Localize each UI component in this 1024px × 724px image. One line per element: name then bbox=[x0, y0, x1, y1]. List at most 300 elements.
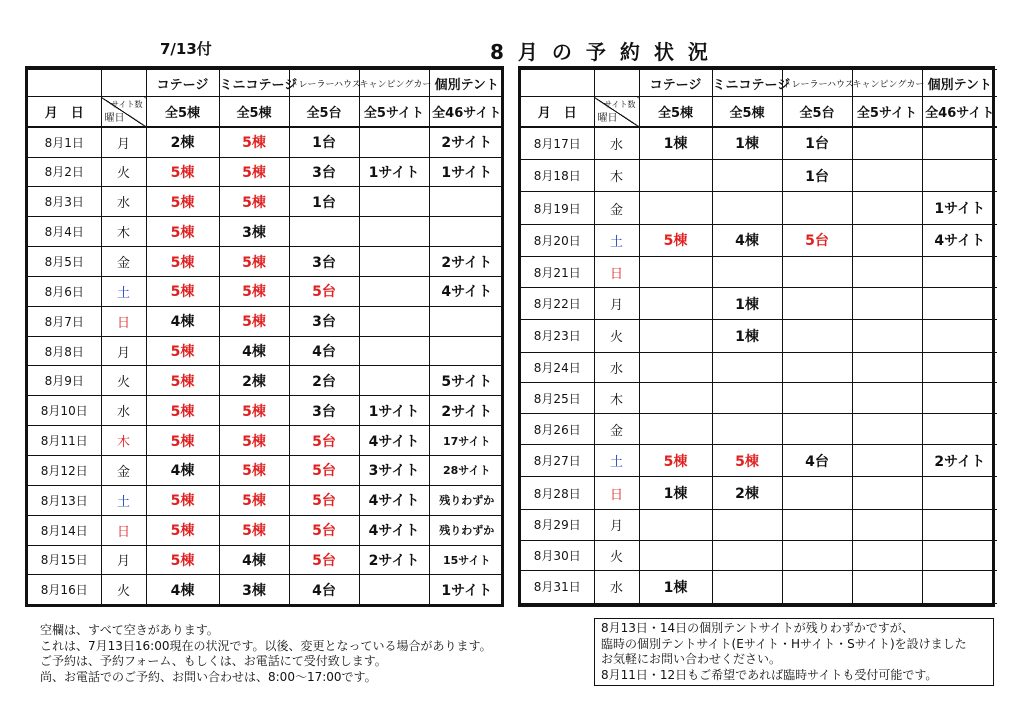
day-row bbox=[521, 127, 997, 160]
availability-cell-trailer-house: 1台 bbox=[289, 127, 359, 158]
date-cell: 8月22日 bbox=[521, 287, 594, 319]
weekday-cell: 土 bbox=[594, 224, 639, 256]
capacity-mini-cottage: 全5棟 bbox=[219, 97, 289, 127]
availability-cell-tent bbox=[922, 257, 997, 288]
date-cell: 8月28日 bbox=[521, 477, 594, 509]
date-cell: 8月23日 bbox=[521, 320, 594, 352]
availability-cell-camping-car bbox=[852, 414, 922, 445]
availability-cell-trailer-house: 3台 bbox=[289, 306, 359, 336]
availability-cell-cottage bbox=[639, 287, 712, 319]
availability-cell-cottage bbox=[639, 352, 712, 383]
availability-cell-trailer-house bbox=[782, 287, 852, 319]
date-cell: 8月15日 bbox=[28, 545, 101, 575]
availability-cell-mini-cottage: 4棟 bbox=[219, 336, 289, 366]
date-cell: 8月4日 bbox=[28, 217, 101, 247]
day-row bbox=[521, 540, 997, 571]
weekday-cell: 日 bbox=[594, 477, 639, 509]
capacity-trailer-house: 全5台 bbox=[782, 97, 852, 127]
day-row bbox=[521, 352, 997, 383]
weekday-cell: 水 bbox=[101, 396, 146, 426]
availability-cell-tent bbox=[922, 287, 997, 319]
date-cell: 8月10日 bbox=[28, 396, 101, 426]
availability-cell-cottage: 5棟 bbox=[146, 515, 219, 545]
day-row bbox=[521, 414, 997, 445]
availability-cell-mini-cottage bbox=[712, 414, 782, 445]
availability-cell-cottage: 4棟 bbox=[146, 455, 219, 485]
date-cell: 8月3日 bbox=[28, 187, 101, 217]
weekday-cell: 木 bbox=[594, 383, 639, 414]
day-row bbox=[28, 217, 504, 247]
weekday-label: 曜日 bbox=[104, 112, 125, 124]
day-row bbox=[28, 545, 504, 575]
date-stamp: 7/13付 bbox=[160, 40, 212, 58]
availability-cell-tent bbox=[429, 187, 504, 217]
availability-cell-cottage: 5棟 bbox=[146, 396, 219, 426]
date-cell: 8月12日 bbox=[28, 455, 101, 485]
capacity-tent: 全46サイト bbox=[429, 97, 504, 127]
availability-cell-mini-cottage: 5棟 bbox=[712, 445, 782, 477]
availability-cell-trailer-house: 3台 bbox=[289, 247, 359, 277]
availability-cell-camping-car bbox=[359, 366, 429, 396]
date-cell: 8月16日 bbox=[28, 575, 101, 604]
day-row bbox=[28, 127, 504, 158]
day-row bbox=[521, 445, 997, 477]
availability-cell-tent bbox=[922, 571, 997, 603]
availability-cell-tent bbox=[922, 603, 997, 604]
availability-cell-cottage: 2棟 bbox=[146, 127, 219, 158]
availability-cell-mini-cottage: 5棟 bbox=[219, 426, 289, 456]
availability-cell-tent bbox=[429, 336, 504, 366]
date-cell: 8月20日 bbox=[521, 224, 594, 256]
availability-cell-tent: 1サイト bbox=[922, 192, 997, 224]
column-header-mini-cottage: ミニコテージ bbox=[219, 70, 289, 97]
availability-cell-camping-car bbox=[852, 571, 922, 603]
availability-cell-trailer-house: 5台 bbox=[289, 515, 359, 545]
date-cell: 8月26日 bbox=[521, 414, 594, 445]
availability-cell-camping-car: 4サイト bbox=[359, 485, 429, 515]
day-row bbox=[28, 515, 504, 545]
availability-cell-trailer-house bbox=[782, 540, 852, 571]
availability-cell-trailer-house: 4台 bbox=[782, 445, 852, 477]
day-row bbox=[521, 287, 997, 319]
availability-cell-cottage: 5棟 bbox=[146, 187, 219, 217]
availability-cell-camping-car bbox=[852, 445, 922, 477]
availability-cell-mini-cottage: 1棟 bbox=[712, 287, 782, 319]
availability-cell-trailer-house: 1台 bbox=[782, 160, 852, 192]
day-row bbox=[28, 336, 504, 366]
availability-cell-camping-car: 4サイト bbox=[359, 515, 429, 545]
availability-cell-trailer-house: 4台 bbox=[289, 575, 359, 604]
weekday-cell bbox=[594, 603, 639, 604]
availability-cell-trailer-house bbox=[782, 383, 852, 414]
date-cell: 8月6日 bbox=[28, 276, 101, 306]
weekday-cell: 金 bbox=[594, 414, 639, 445]
availability-cell-tent: 28サイト bbox=[429, 455, 504, 485]
day-row bbox=[521, 383, 997, 414]
availability-cell-camping-car bbox=[852, 603, 922, 604]
reservation-table-left bbox=[25, 66, 504, 607]
availability-cell-cottage bbox=[639, 540, 712, 571]
availability-cell-trailer-house bbox=[782, 352, 852, 383]
availability-cell-cottage: 5棟 bbox=[639, 224, 712, 256]
availability-cell-camping-car bbox=[852, 540, 922, 571]
weekday-cell: 火 bbox=[594, 540, 639, 571]
availability-cell-cottage bbox=[639, 160, 712, 192]
weekday-cell: 火 bbox=[101, 575, 146, 604]
day-row bbox=[521, 257, 997, 288]
weekday-cell: 水 bbox=[101, 187, 146, 217]
page-title: 8月の予約状況 bbox=[490, 40, 722, 64]
availability-cell-trailer-house bbox=[782, 257, 852, 288]
capacity-cottage: 全5棟 bbox=[639, 97, 712, 127]
column-header-cottage: コテージ bbox=[146, 70, 219, 97]
availability-cell-mini-cottage bbox=[712, 540, 782, 571]
availability-cell-mini-cottage: 5棟 bbox=[219, 127, 289, 158]
availability-cell-camping-car bbox=[852, 320, 922, 352]
availability-cell-trailer-house: 1台 bbox=[289, 187, 359, 217]
availability-cell-mini-cottage bbox=[712, 571, 782, 603]
availability-cell-camping-car bbox=[852, 257, 922, 288]
note-line: これは、7月13日16:00現在の状況です。以後、変更となっている場合があります。 bbox=[40, 638, 492, 653]
availability-cell-camping-car bbox=[359, 187, 429, 217]
availability-cell-mini-cottage: 3棟 bbox=[219, 217, 289, 247]
date-cell: 8月7日 bbox=[28, 306, 101, 336]
availability-cell-camping-car bbox=[852, 287, 922, 319]
date-cell: 8月14日 bbox=[28, 515, 101, 545]
date-cell: 8月24日 bbox=[521, 352, 594, 383]
availability-cell-mini-cottage bbox=[712, 603, 782, 604]
availability-cell-trailer-house bbox=[782, 414, 852, 445]
availability-cell-tent: 1サイト bbox=[429, 575, 504, 604]
weekday-cell: 月 bbox=[594, 287, 639, 319]
availability-cell-cottage: 5棟 bbox=[146, 247, 219, 277]
day-row bbox=[28, 276, 504, 306]
day-row bbox=[28, 426, 504, 456]
availability-cell-trailer-house bbox=[782, 192, 852, 224]
weekday-cell: 日 bbox=[101, 515, 146, 545]
day-row bbox=[521, 571, 997, 603]
availability-cell-trailer-house: 4台 bbox=[289, 336, 359, 366]
availability-cell-cottage bbox=[639, 414, 712, 445]
availability-cell-cottage bbox=[639, 603, 712, 604]
availability-cell-cottage bbox=[639, 257, 712, 288]
availability-cell-cottage bbox=[639, 192, 712, 224]
availability-cell-trailer-house bbox=[289, 217, 359, 247]
availability-cell-tent bbox=[922, 414, 997, 445]
weekday-cell: 金 bbox=[101, 247, 146, 277]
availability-cell-mini-cottage bbox=[712, 192, 782, 224]
date-cell: 8月25日 bbox=[521, 383, 594, 414]
availability-cell-cottage bbox=[639, 509, 712, 540]
day-row bbox=[28, 187, 504, 217]
availability-cell-tent bbox=[922, 477, 997, 509]
date-cell: 8月8日 bbox=[28, 336, 101, 366]
availability-cell-mini-cottage bbox=[712, 383, 782, 414]
availability-cell-mini-cottage: 5棟 bbox=[219, 455, 289, 485]
availability-cell-tent bbox=[922, 160, 997, 192]
date-cell: 8月29日 bbox=[521, 509, 594, 540]
date-cell: 8月2日 bbox=[28, 157, 101, 187]
site-weekday-header bbox=[594, 97, 639, 127]
availability-cell-cottage: 5棟 bbox=[146, 426, 219, 456]
capacity-trailer-house: 全5台 bbox=[289, 97, 359, 127]
availability-cell-mini-cottage bbox=[712, 257, 782, 288]
availability-cell-trailer-house: 5台 bbox=[782, 224, 852, 256]
availability-cell-mini-cottage: 2棟 bbox=[219, 366, 289, 396]
day-row bbox=[28, 485, 504, 515]
column-header-trailer-house: トレーラーハウス bbox=[782, 70, 852, 97]
availability-cell-tent bbox=[922, 320, 997, 352]
availability-cell-tent bbox=[922, 540, 997, 571]
weekday-cell: 火 bbox=[101, 366, 146, 396]
date-cell: 8月5日 bbox=[28, 247, 101, 277]
weekday-cell: 木 bbox=[594, 160, 639, 192]
weekday-cell: 日 bbox=[101, 306, 146, 336]
day-row bbox=[28, 575, 504, 604]
date-cell: 8月9日 bbox=[28, 366, 101, 396]
capacity-cottage: 全5棟 bbox=[146, 97, 219, 127]
column-header-mini-cottage: ミニコテージ bbox=[712, 70, 782, 97]
availability-cell-camping-car: 1サイト bbox=[359, 157, 429, 187]
availability-cell-cottage: 5棟 bbox=[146, 545, 219, 575]
availability-cell-mini-cottage: 2棟 bbox=[712, 477, 782, 509]
availability-cell-cottage: 5棟 bbox=[146, 157, 219, 187]
day-row bbox=[28, 157, 504, 187]
note-line: ご予約は、予約フォーム、もしくは、お電話にて受付致します。 bbox=[40, 654, 387, 668]
availability-cell-tent: 4サイト bbox=[922, 224, 997, 256]
availability-cell-tent: 2サイト bbox=[922, 445, 997, 477]
day-row bbox=[28, 455, 504, 485]
availability-cell-cottage bbox=[639, 383, 712, 414]
availability-cell-trailer-house: 5台 bbox=[289, 485, 359, 515]
column-header-camping-car: キャンピングカー bbox=[852, 70, 922, 97]
availability-cell-camping-car bbox=[359, 306, 429, 336]
availability-cell-camping-car bbox=[852, 160, 922, 192]
capacity-camping-car: 全5サイト bbox=[852, 97, 922, 127]
availability-cell-camping-car bbox=[852, 224, 922, 256]
day-row bbox=[521, 509, 997, 540]
availability-cell-trailer-house: 5台 bbox=[289, 455, 359, 485]
availability-cell-cottage: 4棟 bbox=[146, 575, 219, 604]
availability-cell-mini-cottage: 5棟 bbox=[219, 157, 289, 187]
day-row bbox=[521, 224, 997, 256]
availability-cell-trailer-house: 5台 bbox=[289, 276, 359, 306]
date-header: 月 日 bbox=[521, 97, 594, 127]
availability-cell-mini-cottage: 5棟 bbox=[219, 247, 289, 277]
availability-cell-trailer-house: 3台 bbox=[289, 157, 359, 187]
availability-cell-tent bbox=[429, 306, 504, 336]
date-cell: 8月31日 bbox=[521, 571, 594, 603]
availability-cell-trailer-house: 5台 bbox=[289, 426, 359, 456]
availability-cell-camping-car bbox=[852, 352, 922, 383]
availability-cell-mini-cottage: 5棟 bbox=[219, 485, 289, 515]
weekday-cell: 土 bbox=[101, 485, 146, 515]
site-count-label: サイト数 bbox=[111, 100, 143, 109]
availability-cell-trailer-house bbox=[782, 320, 852, 352]
notes bbox=[40, 623, 492, 685]
availability-cell-trailer-house: 2台 bbox=[289, 366, 359, 396]
availability-cell-mini-cottage: 5棟 bbox=[219, 187, 289, 217]
availability-cell-tent: 15サイト bbox=[429, 545, 504, 575]
notice-box bbox=[594, 618, 994, 686]
date-cell: 8月19日 bbox=[521, 192, 594, 224]
availability-cell-trailer-house: 3台 bbox=[289, 396, 359, 426]
availability-cell-tent: 2サイト bbox=[429, 247, 504, 277]
availability-cell-cottage: 5棟 bbox=[146, 366, 219, 396]
header-blank bbox=[101, 70, 146, 97]
availability-cell-tent: 5サイト bbox=[429, 366, 504, 396]
availability-cell-camping-car bbox=[359, 127, 429, 158]
weekday-cell: 火 bbox=[594, 320, 639, 352]
weekday-cell: 水 bbox=[594, 352, 639, 383]
availability-cell-mini-cottage: 4棟 bbox=[712, 224, 782, 256]
availability-cell-trailer-house bbox=[782, 477, 852, 509]
availability-cell-trailer-house: 5台 bbox=[289, 545, 359, 575]
weekday-cell: 木 bbox=[101, 217, 146, 247]
site-weekday-header bbox=[101, 97, 146, 127]
weekday-cell: 水 bbox=[594, 127, 639, 160]
header-blank bbox=[594, 70, 639, 97]
day-row bbox=[521, 477, 997, 509]
date-cell: 8月17日 bbox=[521, 127, 594, 160]
weekday-cell: 月 bbox=[594, 509, 639, 540]
column-header-trailer-house: トレーラーハウス bbox=[289, 70, 359, 97]
day-row bbox=[521, 320, 997, 352]
date-header: 月 日 bbox=[28, 97, 101, 127]
date-cell: 8月21日 bbox=[521, 257, 594, 288]
availability-cell-cottage: 4棟 bbox=[146, 306, 219, 336]
availability-cell-cottage: 5棟 bbox=[146, 485, 219, 515]
weekday-cell: 日 bbox=[594, 257, 639, 288]
note-line: 尚、お電話でのご予約、お問い合わせは、8:00〜17:00です。 bbox=[40, 669, 377, 684]
availability-cell-camping-car bbox=[852, 192, 922, 224]
availability-cell-cottage: 1棟 bbox=[639, 127, 712, 160]
availability-cell-cottage: 1棟 bbox=[639, 571, 712, 603]
header-row bbox=[28, 70, 504, 97]
notice-line: 8月11日・12日もご希望であれば臨時サイトも受付可能です。 bbox=[601, 667, 938, 682]
date-cell bbox=[521, 603, 594, 604]
availability-cell-mini-cottage: 1棟 bbox=[712, 127, 782, 160]
reservation-table-right bbox=[518, 66, 995, 607]
date-cell: 8月13日 bbox=[28, 485, 101, 515]
availability-cell-camping-car bbox=[359, 217, 429, 247]
weekday-cell: 火 bbox=[101, 157, 146, 187]
availability-cell-trailer-house bbox=[782, 571, 852, 603]
availability-cell-trailer-house bbox=[782, 509, 852, 540]
column-header-tent: 個別テント bbox=[429, 70, 504, 97]
availability-cell-camping-car bbox=[359, 247, 429, 277]
availability-cell-camping-car bbox=[852, 127, 922, 160]
availability-cell-camping-car bbox=[852, 477, 922, 509]
availability-cell-cottage: 5棟 bbox=[639, 445, 712, 477]
weekday-cell: 木 bbox=[101, 426, 146, 456]
availability-cell-tent: 4サイト bbox=[429, 276, 504, 306]
day-row bbox=[28, 366, 504, 396]
availability-cell-tent bbox=[922, 383, 997, 414]
date-cell: 8月18日 bbox=[521, 160, 594, 192]
weekday-cell: 月 bbox=[101, 336, 146, 366]
availability-cell-cottage: 5棟 bbox=[146, 276, 219, 306]
column-header-camping-car: キャンピングカー bbox=[359, 70, 429, 97]
availability-cell-tent bbox=[922, 352, 997, 383]
day-row bbox=[521, 160, 997, 192]
availability-cell-tent: 残りわずか bbox=[429, 515, 504, 545]
availability-cell-mini-cottage: 1棟 bbox=[712, 320, 782, 352]
availability-cell-mini-cottage: 5棟 bbox=[219, 396, 289, 426]
notice-line: 8月13日・14日の個別テントサイトが残りわずかですが、 bbox=[601, 621, 914, 635]
availability-cell-cottage bbox=[639, 320, 712, 352]
capacity-row bbox=[28, 97, 504, 127]
column-header-tent: 個別テント bbox=[922, 70, 997, 97]
notice-line: 臨時の個別テントサイト(Eサイト・Hサイト・Sサイト)を設けました bbox=[601, 636, 967, 651]
availability-cell-trailer-house bbox=[782, 603, 852, 604]
availability-cell-tent bbox=[922, 509, 997, 540]
availability-cell-camping-car bbox=[359, 336, 429, 366]
availability-cell-cottage: 5棟 bbox=[146, 217, 219, 247]
availability-cell-mini-cottage bbox=[712, 160, 782, 192]
notice-line: お気軽にお問い合わせください。 bbox=[601, 652, 782, 666]
availability-cell-camping-car bbox=[359, 575, 429, 604]
header-blank bbox=[521, 70, 594, 97]
availability-cell-mini-cottage bbox=[712, 509, 782, 540]
weekday-cell: 土 bbox=[101, 276, 146, 306]
day-row bbox=[28, 306, 504, 336]
availability-cell-mini-cottage: 3棟 bbox=[219, 575, 289, 604]
day-row bbox=[521, 603, 997, 604]
availability-cell-cottage: 5棟 bbox=[146, 336, 219, 366]
availability-cell-camping-car bbox=[852, 383, 922, 414]
availability-cell-camping-car bbox=[359, 276, 429, 306]
availability-cell-mini-cottage bbox=[712, 352, 782, 383]
note-line: 空欄は、すべて空きがあります。 bbox=[40, 623, 219, 637]
capacity-camping-car: 全5サイト bbox=[359, 97, 429, 127]
date-cell: 8月30日 bbox=[521, 540, 594, 571]
availability-cell-tent: 17サイト bbox=[429, 426, 504, 456]
weekday-label: 曜日 bbox=[597, 112, 618, 124]
availability-cell-tent: 1サイト bbox=[429, 157, 504, 187]
availability-cell-tent bbox=[429, 217, 504, 247]
availability-cell-mini-cottage: 5棟 bbox=[219, 515, 289, 545]
capacity-row bbox=[521, 97, 997, 127]
capacity-mini-cottage: 全5棟 bbox=[712, 97, 782, 127]
date-cell: 8月27日 bbox=[521, 445, 594, 477]
availability-cell-camping-car: 2サイト bbox=[359, 545, 429, 575]
header-blank bbox=[28, 70, 101, 97]
site-count-label: サイト数 bbox=[604, 100, 636, 109]
day-row bbox=[28, 247, 504, 277]
date-cell: 8月1日 bbox=[28, 127, 101, 158]
weekday-cell: 金 bbox=[101, 455, 146, 485]
day-row bbox=[521, 192, 997, 224]
day-row bbox=[28, 396, 504, 426]
weekday-cell: 月 bbox=[101, 545, 146, 575]
availability-cell-mini-cottage: 5棟 bbox=[219, 306, 289, 336]
availability-cell-tent bbox=[922, 127, 997, 160]
availability-cell-camping-car: 4サイト bbox=[359, 426, 429, 456]
header-row bbox=[521, 70, 997, 97]
column-header-cottage: コテージ bbox=[639, 70, 712, 97]
availability-cell-tent: 2サイト bbox=[429, 127, 504, 158]
weekday-cell: 金 bbox=[594, 192, 639, 224]
capacity-tent: 全46サイト bbox=[922, 97, 997, 127]
availability-cell-tent: 残りわずか bbox=[429, 485, 504, 515]
availability-cell-mini-cottage: 4棟 bbox=[219, 545, 289, 575]
weekday-cell: 月 bbox=[101, 127, 146, 158]
availability-cell-trailer-house: 1台 bbox=[782, 127, 852, 160]
availability-cell-camping-car: 3サイト bbox=[359, 455, 429, 485]
availability-cell-cottage: 1棟 bbox=[639, 477, 712, 509]
weekday-cell: 土 bbox=[594, 445, 639, 477]
